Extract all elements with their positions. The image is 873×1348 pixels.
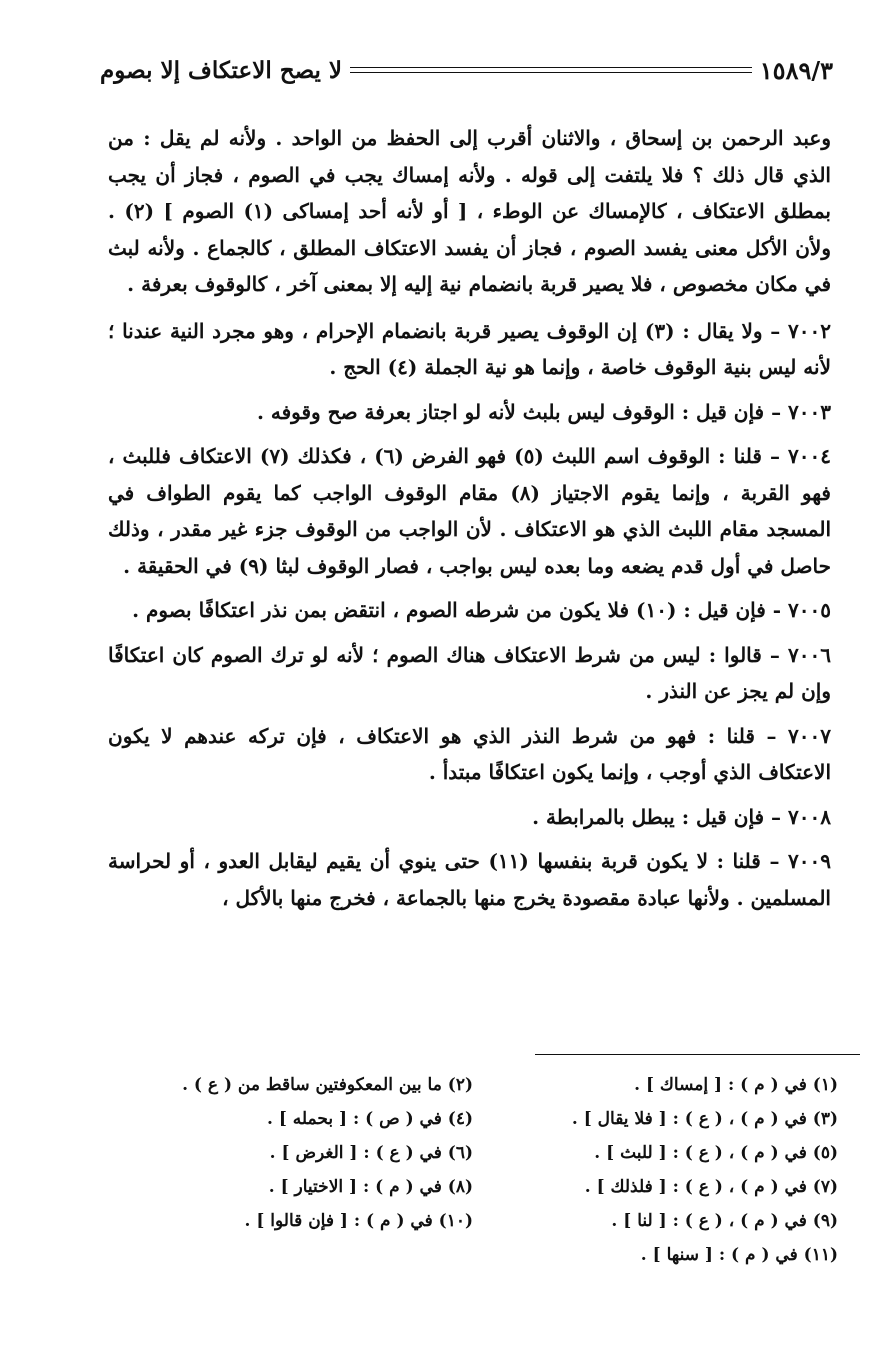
footnote: (٨) في ( م ) : [ الاختيار ] .: [268, 1177, 473, 1197]
paragraph: ٧٠٠٧ – قلنا : فهو من شرط النذر الذي هو الاعتكاف ، فإن تركه عندهم لا يكون الاعتكاف الذي أوجب ، وإنما يكون اعتكافًا مبتدأ .: [108, 723, 831, 784]
header-rule: [350, 67, 752, 73]
body-text: [108, 120, 831, 924]
paragraph: ٧٠٠٢ – ولا يقال : (٣) إن الوقوف يصير قربة بانضمام الإحرام ، وهو مجرد النية عندنا ؛ لأنه ليس بنية الوقوف خاصة ، وإنما هو نية الجملة (٤) الحج .: [108, 318, 831, 379]
paragraph: ٧٠٠٣ – فإن قيل : الوقوف ليس بلبث لأنه لو اجتاز بعرفة صح وقوفه .: [256, 399, 831, 424]
running-header: [100, 50, 833, 90]
footnote: (٤) في ( ص ) : [ بحمله ] .: [267, 1109, 473, 1129]
footnote: (١) في ( م ) : [ إمساك ] .: [634, 1075, 838, 1095]
footnote: (٩) في ( م ) ، ( ع ) : [ لنا ] .: [611, 1211, 838, 1231]
footnote-row: [130, 1170, 838, 1204]
footnote-row: [130, 1068, 838, 1102]
footnote-row: [130, 1102, 838, 1136]
footnotes: [130, 1068, 838, 1272]
paragraph: ٧٠٠٩ – قلنا : لا يكون قربة بنفسها (١١) حتى ينوي أن يقيم ليقابل العدو ، أو لحراسة المسلمين . ولأنها عبادة مقصودة يخرج منها بالجماعة ، فخرج منها بالأكل ،: [108, 849, 832, 910]
footnote: (١٠) في ( م ) : [ فإن قالوا ] .: [244, 1211, 473, 1231]
paragraph: ٧٠٠٨ – فإن قيل : يبطل بالمرابطة .: [532, 804, 831, 829]
footnote: (٢) ما بين المعكوفتين ساقط من ( ع ) .: [182, 1075, 473, 1095]
paragraph: وعبد الرحمن بن إسحاق ، والاثنان أقرب إلى الحفظ من الواحد . ولأنه لم يقل : من الذي قال ذلك ؟ فلا يلتفت إلى قوله . ولأنه إمساك يجب في الصوم ، فجاز أن يجب بمطلق الاعتكاف ، كالإمساك عن الوطء ، [ أو لأنه أحد إمساكى (١) الصوم ] (٢) . ولأن الأكل معنى يفسد الصوم ، فجاز أن يفسد الاعتكاف المطلق ، كالجماع . ولأنه لبث في مكان مخصوص ، فلا يصير قربة بانضمام نية إليه إلا بمعنى آخر ، كالوقوف بعرفة .: [108, 126, 831, 296]
footnote-separator: [535, 1054, 860, 1055]
footnote: (١١) في ( م ) : [ سنها ] .: [640, 1245, 838, 1265]
footnote: (٥) في ( م ) ، ( ع ) : [ للبث ] .: [594, 1143, 838, 1163]
page-number: ١٥٨٩/٣: [759, 55, 833, 85]
paragraph: ٧٠٠٦ – قالوا : ليس من شرط الاعتكاف هناك الصوم ؛ لأنه لو ترك الصوم كان اعتكافًا وإن لم يجز عن النذر .: [108, 642, 831, 703]
footnote: (٣) في ( م ) ، ( ع ) : [ فلا يقال ] .: [571, 1109, 838, 1129]
footnote-row: [130, 1204, 838, 1238]
header-title: لا يصح الاعتكاف إلا بصوم: [100, 56, 343, 84]
footnote: (٦) في ( ع ) : [ الغرض ] .: [269, 1143, 473, 1163]
paragraph: ٧٠٠٤ – قلنا : الوقوف اسم اللبث (٥) فهو الفرض (٦) ، فكذلك (٧) الاعتكاف فللبث ، فهو القربة ، وإنما يقوم الاجتياز (٨) مقام الوقوف الواجب كما يقوم الطواف في المسجد مقام اللبث الذي هو الاعتكاف . لأن الواجب من الوقوف جزء غير مقدر ، وذلك حاصل في أول قدم يضعه وما بعده ليس بواجب ، فصار الوقوف لبثا (٩) في الحقيقة .: [108, 444, 831, 578]
footnote-row: [130, 1238, 838, 1272]
paragraph: ٧٠٠٥ - فإن قيل : (١٠) فلا يكون من شرطه الصوم ، انتقض بمن نذر اعتكافًا بصوم .: [132, 598, 831, 622]
footnote-row: [130, 1136, 838, 1170]
footnote: (٧) في ( م ) ، ( ع ) : [ فلذلك ] .: [584, 1177, 838, 1197]
